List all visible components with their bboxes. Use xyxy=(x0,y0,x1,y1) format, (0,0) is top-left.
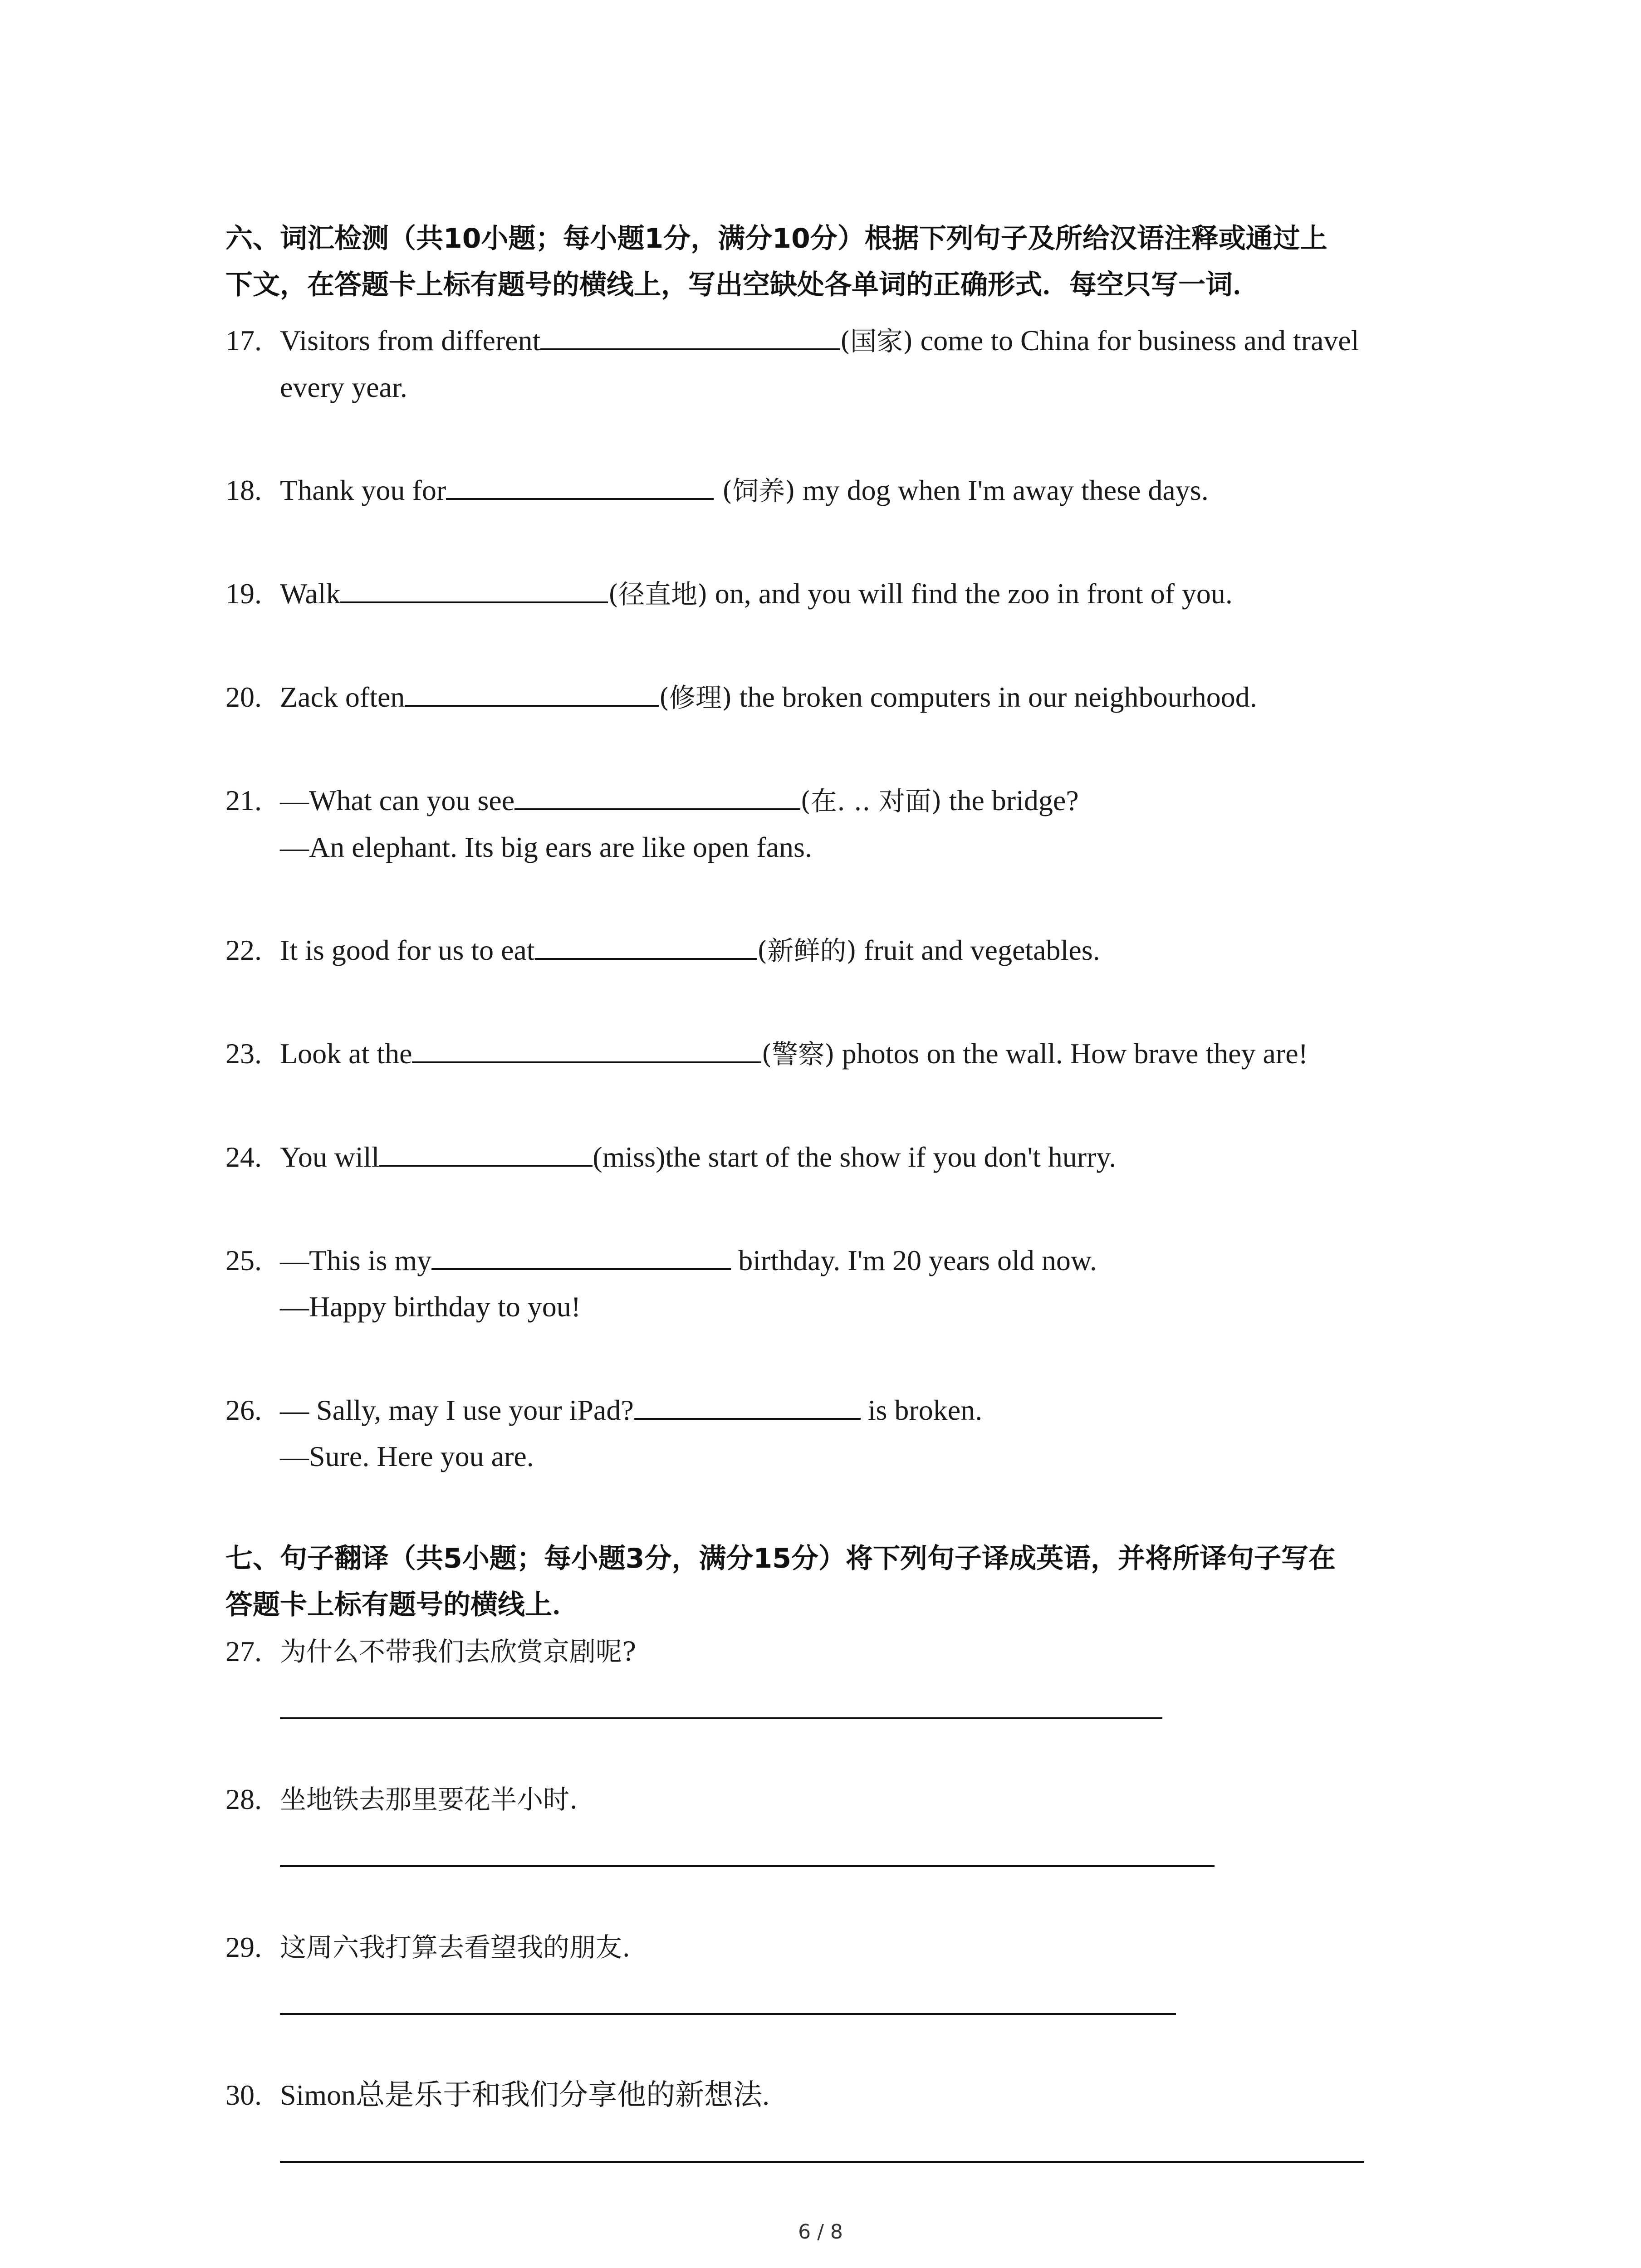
question-text-before: Zack often xyxy=(280,681,405,713)
section6-heading xyxy=(225,215,1450,308)
chinese-hint: (径直地) xyxy=(608,579,708,610)
answer-blank-21[interactable] xyxy=(514,783,800,810)
question-text-line2: —Sure. Here you are. xyxy=(280,1440,534,1472)
question-number: 22. xyxy=(225,934,262,966)
question-text-after: my dog when I'm away these days. xyxy=(795,474,1209,506)
answer-blank-18[interactable] xyxy=(446,473,714,500)
question-number: 29. xyxy=(225,1931,262,1963)
page-number: 6 / 8 xyxy=(798,2220,843,2244)
question-number: 25. xyxy=(225,1244,262,1276)
section7-heading-line2: 答题卡上标有题号的横线上． xyxy=(225,1589,579,1621)
question-number: 19. xyxy=(225,577,262,610)
answer-blank-23[interactable] xyxy=(412,1036,761,1063)
question-text-after: is broken. xyxy=(860,1394,983,1426)
answer-blank-20[interactable] xyxy=(405,679,659,707)
question-text-before: — Sally, may I use your iPad? xyxy=(280,1394,634,1426)
question-text-after: the start of the show if you don't hurry. xyxy=(665,1141,1117,1173)
translation-prompt: 为什么不带我们去欣赏京剧呢? xyxy=(280,1636,637,1667)
chinese-hint: (饲养) xyxy=(714,475,795,506)
question-text-after: photos on the wall. How brave they are! xyxy=(834,1037,1308,1070)
answer-blank-25[interactable] xyxy=(431,1243,731,1270)
section6-heading-line2: 下文，在答题卡上标有题号的横线上，写出空缺处各单词的正确形式．每空只写一词． xyxy=(225,269,1260,301)
question-text-before: It is good for us to eat xyxy=(280,934,535,966)
answer-blank-19[interactable] xyxy=(340,576,608,603)
question-text-line2: —Happy birthday to you! xyxy=(280,1290,581,1323)
chinese-hint: (新鲜的) xyxy=(757,935,857,966)
chinese-hint: (警察) xyxy=(761,1039,835,1070)
question-number: 28. xyxy=(225,1783,262,1815)
question-number: 24. xyxy=(225,1141,262,1173)
answer-blank-22[interactable] xyxy=(535,933,757,960)
question-text-before: —This is my xyxy=(280,1244,432,1276)
question-text-after: on, and you will find the zoo in front of you. xyxy=(707,577,1233,610)
question-text-before: Thank you for xyxy=(280,474,446,506)
translation-prompt: 这周六我打算去看望我的朋友. xyxy=(280,1932,631,1963)
question-number: 17. xyxy=(225,324,262,357)
section7-heading-line1: 七、句子翻译（共5小题；每小题3分，满分15分）将下列句子译成英语，并将所译句子写在 xyxy=(225,1543,1336,1574)
translation-prompt: Simon总是乐于和我们分享他的新想法. xyxy=(280,2079,770,2111)
question-text-after: the bridge? xyxy=(941,784,1079,816)
answer-line-28[interactable] xyxy=(280,1865,1215,1867)
question-text-before: Look at the xyxy=(280,1037,412,1070)
question-text-after: the broken computers in our neighbourhood. xyxy=(732,681,1257,713)
question-text-line2: every year. xyxy=(280,371,407,403)
question-number: 26. xyxy=(225,1394,262,1426)
question-number: 20. xyxy=(225,681,262,713)
hint: (miss) xyxy=(593,1141,666,1173)
chinese-hint: (国家) xyxy=(840,326,913,357)
question-text-before: You will xyxy=(280,1141,380,1173)
answer-blank-26[interactable] xyxy=(634,1393,861,1420)
question-text-line2: —An elephant. Its big ears are like open fans. xyxy=(280,831,812,863)
chinese-hint: (在. .. 对面) xyxy=(800,786,942,816)
question-text-before: —What can you see xyxy=(280,784,515,816)
question-text-after: birthday. I'm 20 years old now. xyxy=(731,1244,1097,1276)
question-number: 18. xyxy=(225,474,262,506)
question-text-before: Visitors from different xyxy=(280,324,541,357)
question-text-before: Walk xyxy=(280,577,341,610)
answer-line-29[interactable] xyxy=(280,2013,1176,2015)
question-number: 30. xyxy=(225,2079,262,2111)
question-text-after: come to China for business and travel xyxy=(913,324,1359,357)
chinese-hint: (修理) xyxy=(659,682,732,713)
translation-prompt: 坐地铁去那里要花半小时. xyxy=(280,1784,578,1815)
answer-blank-17[interactable] xyxy=(540,323,840,350)
section6-heading-line1: 六、词汇检测（共10小题；每小题1分，满分10分）根据下列句子及所给汉语注释或通过上 xyxy=(225,223,1327,254)
question-number: 27. xyxy=(225,1635,262,1667)
section7-heading xyxy=(225,1535,1450,1628)
question-text-after: fruit and vegetables. xyxy=(856,934,1100,966)
answer-line-30[interactable] xyxy=(280,2161,1364,2163)
question-number: 21. xyxy=(225,784,262,816)
question-number: 23. xyxy=(225,1037,262,1070)
answer-blank-24[interactable] xyxy=(379,1139,593,1167)
answer-line-27[interactable] xyxy=(280,1717,1162,1719)
